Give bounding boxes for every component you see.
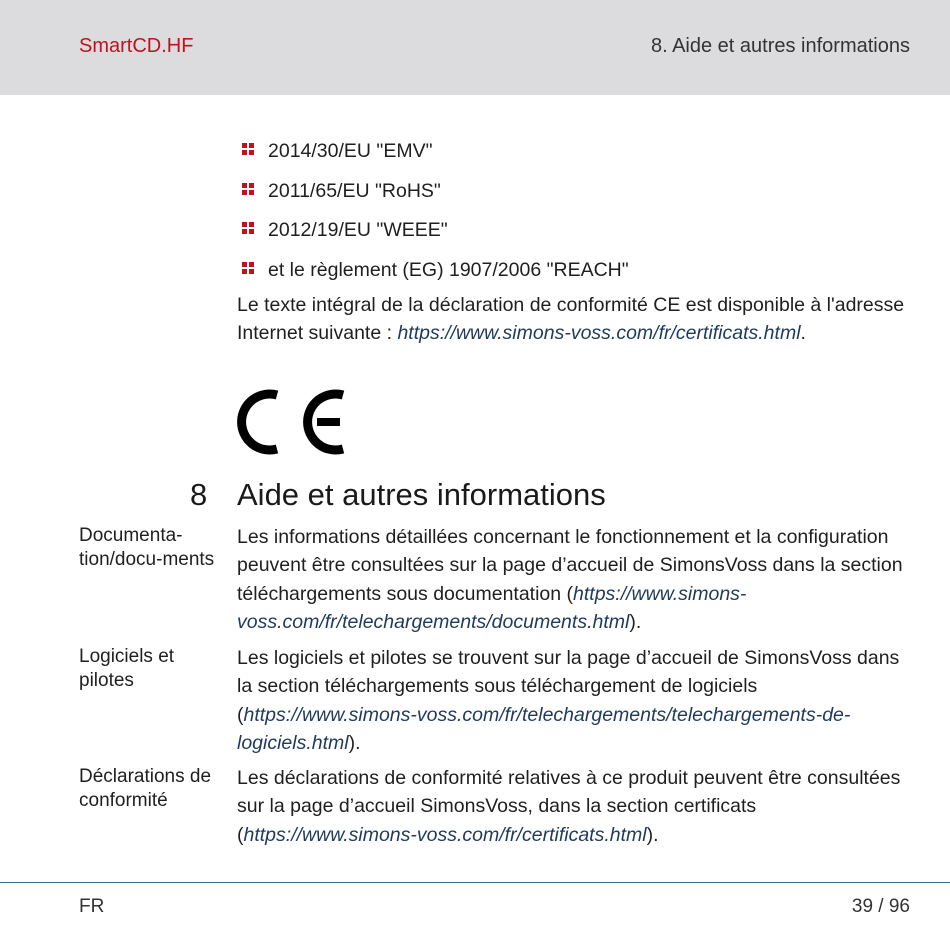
section-title: Aide et autres informations (237, 477, 606, 512)
directive-list (241, 138, 629, 296)
ce-declaration-paragraph (237, 291, 917, 348)
software-download-link[interactable]: https://www.simons-voss.com/fr/telechargements/telechargements-de-logiciels.html (237, 703, 851, 754)
ce-mark-icon (237, 383, 347, 461)
list-item (241, 217, 629, 257)
directive-text: 2012/19/EU "WEEE" (268, 219, 448, 241)
footer-language: FR (79, 896, 105, 917)
page-header (0, 0, 950, 95)
section-number: 8 (190, 477, 208, 512)
page-number: 39 / 96 (851, 896, 910, 917)
software-label: Logiciels et pilotes (79, 646, 175, 691)
paragraph-text: Les informations détaillées concernant le fonctionnement et la configuration peuvent être consultées sur la page d’accueil de SimonsVoss dans la section téléchargements sous documentation ( (237, 526, 903, 605)
directive-text: 2014/30/EU "EMV" (268, 140, 433, 162)
list-item (241, 138, 629, 178)
chapter-reference: 8. Aide et autres informations (650, 35, 910, 57)
bullet-square-icon (242, 143, 255, 156)
declarations-label: Déclarations de conformité (79, 766, 212, 811)
directive-text: et le règlement (EG) 1907/2006 "REACH" (268, 258, 629, 281)
directive-text: 2011/65/EU "RoHS" (268, 179, 441, 202)
paragraph-text: Les déclarations de conformité relatives à ce produit peuvent être consultées sur la page d’accueil SimonsVoss, dans la section certificats ( (237, 767, 901, 846)
paragraph-text: ). (348, 731, 361, 754)
paragraph-text: ). (629, 610, 642, 633)
brand-title: SmartCD.HF (79, 35, 194, 57)
certificates-link[interactable]: https://www.simons-voss.com/fr/certificats.html (397, 322, 801, 345)
bullet-square-icon (242, 183, 255, 196)
paragraph-text: . (800, 322, 806, 345)
documentation-label: Documenta-tion/docu-ments (79, 525, 215, 570)
footer-divider (0, 882, 950, 883)
paragraph-text: Les logiciels et pilotes se trouvent sur la page d’accueil de SimonsVoss dans la section téléchargements sous téléchargement de logiciels ( (237, 647, 900, 726)
documentation-paragraph (237, 523, 917, 636)
software-paragraph (237, 644, 917, 757)
documents-link[interactable]: https://www.simons-voss.com/fr/telechargements/documents.html (237, 582, 747, 633)
certificates-link[interactable]: https://www.simons-voss.com/fr/certificats.html (243, 823, 647, 846)
bullet-square-icon (242, 262, 255, 275)
declarations-paragraph (237, 764, 917, 849)
paragraph-text: ). (646, 823, 659, 846)
paragraph-text: Le texte intégral de la déclaration de conformité CE est disponible à l'adresse Internet suivante : (237, 294, 905, 345)
bullet-square-icon (242, 222, 255, 235)
list-item (241, 178, 629, 218)
